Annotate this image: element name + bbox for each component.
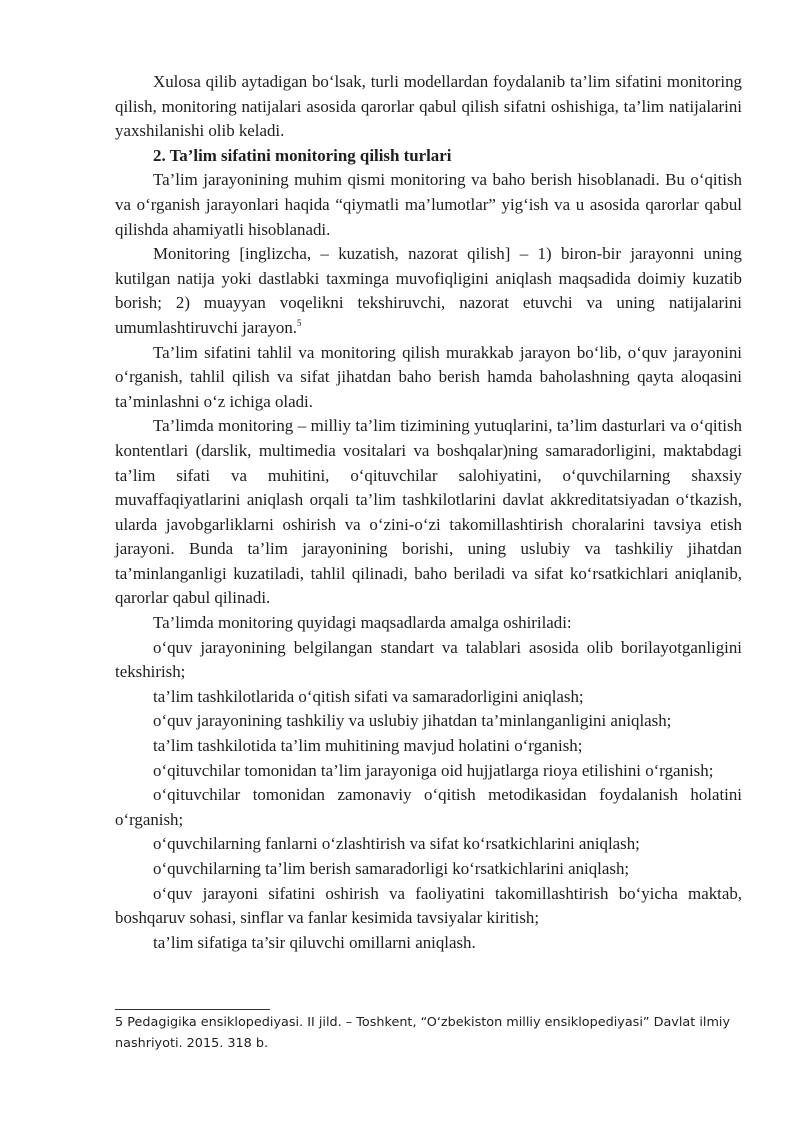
footnote-reference[interactable]: 5 xyxy=(297,317,302,328)
goal-item: ta’lim sifatiga ta’sir qiluvchi omillarni aniqlash. xyxy=(153,932,476,952)
footnote-separator xyxy=(115,1009,270,1010)
paragraph-monitoring-in-education: Ta’limda monitoring – milliy ta’lim tizimining yutuqlarini, ta’lim dasturlari va o‘qitish kontentlari (darslik, multimedia vositalari va boshqalar)ning samaradorligini, maktabdagi ta’lim sifati va muhitini, o‘qituvchilar salohiyatini, o‘quvchilarning shaxsiy muvaffaqiyatlarini aniqlash orqali ta’lim tashkilotlarini davlat akkreditatsiyadan o‘tkazish, ularda javobgarliklarni oshirish va o‘zini-o‘zi takomillashtirish choralarini tavsiya etish jarayoni. Bunda ta’lim jarayonining borishi, uning uslubiy va tashkiliy jihatdan ta’minlanganligi kuzatiladi, tahlil qilinadi, baho beriladi va sifat ko‘rsatkichlari aniqlanib, qarorlar qabul qilinadi. xyxy=(115,416,742,608)
goal-item: o‘qituvchilar tomonidan ta’lim jarayoniga oid hujjatlarga rioya etilishini o‘rganish; xyxy=(153,760,714,780)
paragraph-monitoring-definition xyxy=(115,242,742,340)
goal-item: o‘quv jarayonining tashkiliy va uslubiy jihatdan ta’minlanganligini aniqlash; xyxy=(153,711,672,731)
document-body xyxy=(115,70,742,955)
goal-item: o‘quvchilarning ta’lim berish samaradorligi ko‘rsatkichlarini aniqlash; xyxy=(153,859,630,878)
goal-item: o‘qituvchilar tomonidan zamonaviy o‘qitish metodikasidan foydalanish holatini o‘rganish; xyxy=(115,785,742,829)
goal-item: o‘quv jarayonining belgilangan standart va talablari asosida olib borilayotganligini tekshirish; xyxy=(115,637,742,682)
paragraph-goals-intro: Ta’limda monitoring quyidagi maqsadlarda amalga oshiriladi: xyxy=(153,613,572,633)
footnote xyxy=(115,1013,742,1054)
paragraph-assessment: Ta’lim jarayonining muhim qismi monitoring va baho berish hisoblanadi. Bu o‘qitish va o‘rganish jarayonlari haqida “qiymatli ma’lumotlar” yig‘ish va u asosida qarorlar qabul qilishda ahamiyatli hisoblanadi. xyxy=(115,170,742,239)
paragraph-quality-analysis: Ta’lim sifatini tahlil va monitoring qilish murakkab jarayon bo‘lib, o‘quv jarayonini o‘rganish, tahlil qilish va sifat jihatdan baho berish hamda baholashning qayta aloqasini ta’minlashni o‘z ichiga oladi. xyxy=(115,342,742,411)
goal-item: o‘quv jarayoni sifatini oshirish va faoliyatini takomillashtirish bo‘yicha maktab, boshqaruv sohasi, sinflar va fanlar kesimida tavsiyalar kiritish; xyxy=(115,883,742,928)
footnote-number: 5 xyxy=(115,1015,124,1030)
goal-item: ta’lim tashkilotlarida o‘qitish sifati va samaradorligini aniqlash; xyxy=(153,686,584,706)
goal-item: ta’lim tashkilotida ta’lim muhitining mavjud holatini o‘rganish; xyxy=(153,736,583,756)
paragraph-monitoring-definition-text: Monitoring [inglizcha, – kuzatish, nazorat qilish] – 1) biron-bir jarayonni uning kutilgan natija yoki dastlabki taxminga muvofiqligini aniqlash maqsadida doimiy kuzatib borish; 2) muayyan voqelikni tekshiruvchi, nazorat etuvchi va uning natijalarini umumlashtiruvchi jarayon. xyxy=(115,244,742,337)
goal-item: o‘quvchilarning fanlarni o‘zlashtirish va sifat ko‘rsatkichlarini aniqlash; xyxy=(153,834,640,854)
footnote-text: Pedagigika ensiklopediyasi. II jild. – Toshkent, “O‘zbekiston milliy ensiklopediyasi” Davlat ilmiy nashriyoti. 2015. 318 b. xyxy=(115,1015,731,1051)
intro-paragraph: Xulosa qilib aytadigan bo‘lsak, turli modellardan foydalanib ta’lim sifatini monitoring qilish, monitoring natijalari asosida qarorlar qabul qilish sifatni oshishiga, ta’lim natijalarini yaxshilanishi olib keladi. xyxy=(115,72,742,141)
section-heading: 2. Ta’lim sifatini monitoring qilish turlari xyxy=(153,145,452,165)
